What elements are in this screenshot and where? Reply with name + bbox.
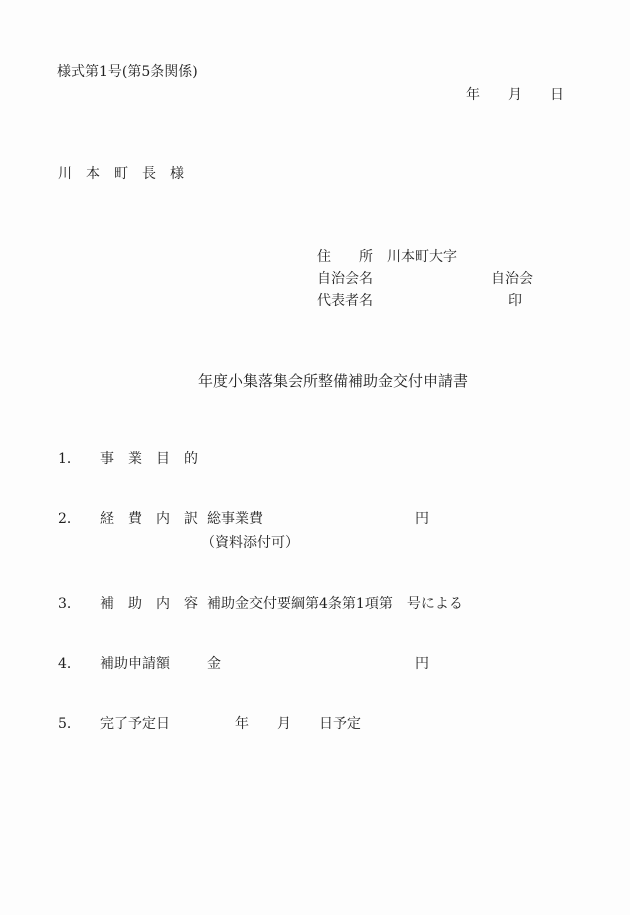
- item-3-number: 3．: [58, 596, 81, 612]
- association-name-row: [0, 271, 630, 289]
- item-2-note: （資料添付可）: [201, 535, 299, 551]
- item-3-label: 補 助 内 容: [100, 596, 198, 612]
- item-row-4: [0, 656, 630, 674]
- document-title: 年度小集落集会所整備補助金交付申請書: [198, 372, 469, 390]
- item-1-number: 1．: [58, 451, 81, 467]
- seal-mark: 印: [508, 293, 522, 309]
- item-2-unit: 円: [415, 511, 429, 527]
- item-4-text: 金: [207, 656, 221, 672]
- item-5-label: 完了予定日: [100, 716, 170, 732]
- item-4-label: 補助申請額: [100, 656, 170, 672]
- item-row-5: [0, 716, 630, 734]
- item-3-text: 補助金交付要綱第4条第1項第 号による: [207, 596, 463, 612]
- item-2-label: 経 費 内 訳: [100, 511, 198, 527]
- item-5-number: 5．: [58, 716, 81, 732]
- association-suffix: 自治会: [491, 271, 533, 287]
- date-line: 年 月 日: [466, 87, 564, 103]
- item-row-2: [0, 511, 630, 529]
- item-4-number: 4．: [58, 656, 81, 672]
- representative-row: [0, 293, 630, 311]
- addressee: 川 本 町 長 様: [58, 166, 184, 182]
- representative-name-label: 代表者名: [317, 293, 373, 309]
- item-row-3: [0, 596, 630, 614]
- applicant-address-line: 住 所 川本町大字: [317, 249, 457, 265]
- item-5-text: 年 月 日予定: [207, 716, 361, 732]
- item-row-1: [0, 451, 630, 469]
- item-2-number: 2．: [58, 511, 81, 527]
- association-name-label: 自治会名: [317, 271, 373, 287]
- item-2-text: 総事業費: [207, 511, 263, 527]
- form-number: 様式第1号(第5条関係): [57, 64, 198, 80]
- item-4-unit: 円: [415, 656, 429, 672]
- item-1-label: 事 業 目 的: [100, 451, 198, 467]
